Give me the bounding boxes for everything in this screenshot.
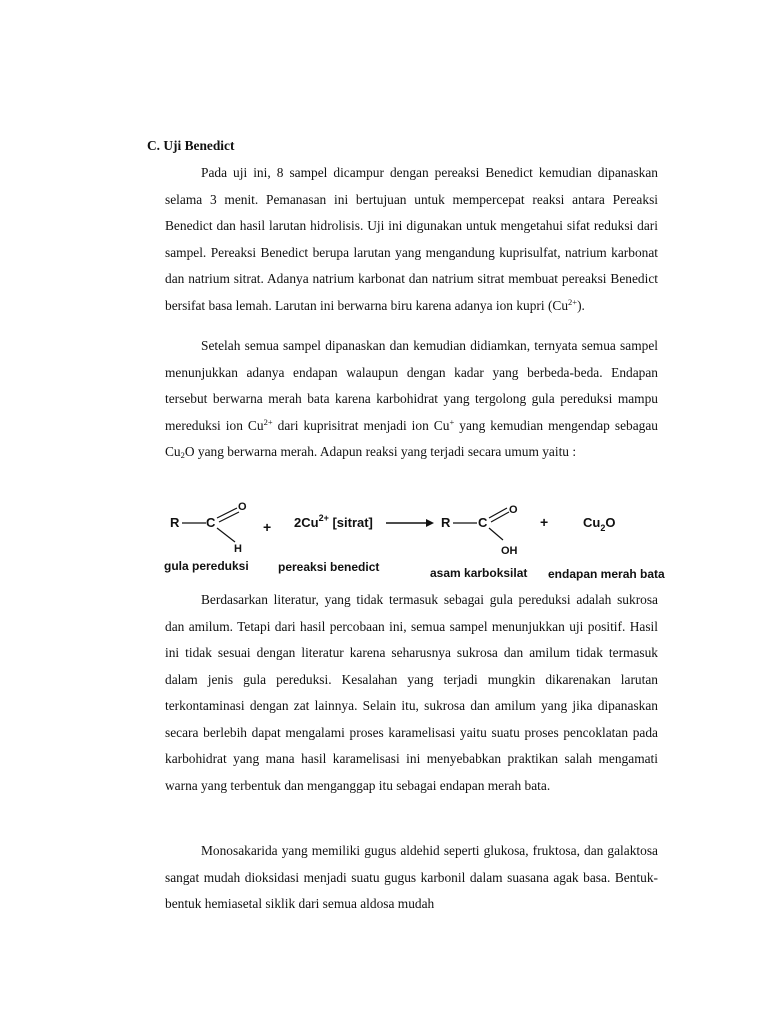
product-hydroxyl: OH bbox=[501, 545, 518, 557]
reaction-equation bbox=[160, 500, 670, 582]
paragraph-monosaccharide: Monosakarida yang memiliki gugus aldehid seperti glukosa, fruktosa, dan galaktosa sangat mudah dioksidasi menjadi suatu gugus karbonil dalam suasana agak basa. Bentuk-bentuk hemiasetal siklik dari semua aldosa mudah bbox=[165, 843, 658, 911]
benedict-reagent-formula: $2Cu^{2+}$ [sitrat] bbox=[294, 513, 373, 530]
reactant-hydrogen: H bbox=[234, 543, 242, 555]
reactant-carbon: C bbox=[206, 515, 216, 530]
copper-oxide-formula: $Cu_2O$ bbox=[583, 515, 616, 533]
section-heading: C. Uji Benedict bbox=[147, 138, 235, 153]
plus-sign-1: + bbox=[263, 519, 272, 535]
label-brick-red-precipitate: endapan merah bata bbox=[548, 567, 665, 581]
paragraph-benedict-intro: Pada uji ini, 8 sampel dicampur dengan pereaksi Benedict kemudian dipanaskan selama 3 menit. Pemanasan ini bertujuan untuk mempercepat reaksi antara Pereaksi Benedict dan hasil larutan hidrolisis. Uji ini digunakan untuk mengetahui sifat reduksi dari sampel. Pereaksi Benedict berupa larutan yang mengandung kuprisulfat, natrium karbonat dan natrium sitrat. Adanya natrium karbonat dan natrium sitrat membuat pereaksi Benedict bersifat basa lemah. Larutan ini berwarna biru karena adanya ion kupri $(Cu^{2+})$. bbox=[165, 165, 658, 313]
paragraph-benedict-result: Setelah semua sampel dipanaskan dan kemudian didiamkan, ternyata semua sampel menunjukkan adanya endapan walaupun dengan kadar yang berbeda-beda. Endapan tersebut berwarna merah bata karena karbohidrat yang tergolong gula pereduksi mampu mereduksi ion $Cu^{2+}$ dari kuprisitrat menjadi ion Cu+ yang kemudian mengendap sebagau $Cu_2O$ yang berwarna merah. Adapun reaksi yang terjadi secara umum yaitu : bbox=[165, 338, 658, 460]
label-carboxylic-acid: asam karboksilat bbox=[430, 566, 528, 580]
label-reducing-sugar: gula pereduksi bbox=[164, 559, 249, 573]
product-oxygen: O bbox=[509, 504, 518, 516]
product-carbon: C bbox=[478, 515, 488, 530]
reactant-r-group: R bbox=[170, 515, 180, 530]
label-benedict-reagent: pereaksi benedict bbox=[278, 560, 380, 574]
plus-sign-2: + bbox=[540, 514, 549, 530]
paragraph-literature-discussion: Berdasarkan literatur, yang tidak termasuk sebagai gula pereduksi adalah sukrosa dan amilum. Tetapi dari hasil percobaan ini, semua sampel menunjukkan uji positif. Hasil ini tidak sesuai dengan literatur karena seharusnya sukrosa dan amilum tidak termasuk dalam jenis gula pereduksi. Kesalahan yang terjadi mungkin dikarenakan larutan terkontaminasi dengan zat lainnya. Selain itu, sukrosa dan amilum yang jika dipanaskan secara berlebih dapat mengalami proses karamelisasi yaitu suatu proses pencoklatan pada karbohidrat yang mana hasil karamelisasi ini menyebabkan praktikan salah mengamati warna yang terbentuk dan menganggap itu sebagai endapan merah bata. bbox=[165, 592, 658, 793]
reactant-oxygen: O bbox=[238, 501, 247, 513]
reaction-arrowhead bbox=[426, 519, 434, 527]
product-r-group: R bbox=[441, 515, 451, 530]
